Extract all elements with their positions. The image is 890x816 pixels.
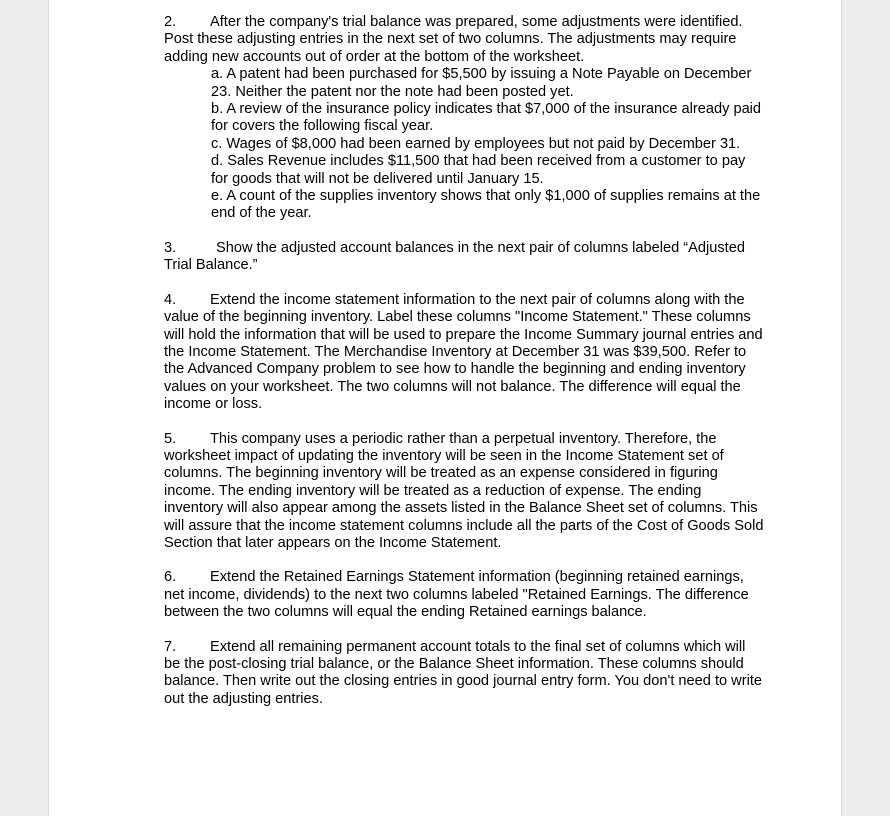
paragraph-number: 3. <box>164 239 177 256</box>
list-item: c. Wages of $8,000 had been earned by employees but not paid by December 31. <box>211 135 741 152</box>
list-item: a. A patent had been purchased for $5,500 by issuing a Note Payable on December 23. Neither the patent nor the note had been posted yet. <box>211 66 752 100</box>
paragraph-number: 4. <box>164 291 177 308</box>
paragraph-text: Extend the income statement information to the next pair of columns along with the value of the beginning inventory. Label these columns "Income Statement." These columns will hold the information that will be used to prepare the Income Summary journal entries and the Income Statement. The Merchandise Inventory at December 31 was $39,500. Refer to the Advanced Company problem to see how to handle the beginning and ending inventory values on your worksheet. The two columns will not balance. The difference will equal the income or loss. <box>164 291 763 413</box>
paragraph-text: Extend all remaining permanent account totals to the final set of columns which will be the post-closing trial balance, or the Balance Sheet information. These columns should balance. Then write out the closing entries in good journal entry form. You don't need to write out the adjusting entries. <box>164 638 762 707</box>
paragraph-number: 2. <box>164 14 177 30</box>
list-item: d. Sales Revenue includes $11,500 that had been received from a customer to pay for goods that will not be delivered until January 15. <box>211 153 746 187</box>
paragraph-7 <box>164 639 764 709</box>
document-body <box>164 14 764 725</box>
paragraph-number: 7. <box>164 638 177 655</box>
paragraph-text: Show the adjusted account balances in the next pair of columns labeled “Adjusted Trial Balance.” <box>164 239 745 274</box>
paragraph-text: This company uses a periodic rather than a perpetual inventory. Therefore, the worksheet impact of updating the inventory will be seen in the Income Statement set of columns. The beginning inventory will be treated as an expense considered in figuring income. The ending inventory will be treated as a reduction of expense. The ending inventory will also appear among the assets listed in the Balance Sheet set of columns. This will assure that the income statement columns include all the parts of the Cost of Goods Sold Section that later appears on the Income Statement. <box>164 430 764 551</box>
paragraph-5 <box>164 431 764 553</box>
paragraph-number: 5. <box>164 430 177 447</box>
paragraph-6 <box>164 569 764 621</box>
paragraph-3 <box>164 240 764 275</box>
paragraph-2 <box>164 14 764 66</box>
paragraph-text: Extend the Retained Earnings Statement information (beginning retained earnings, net income, dividends) to the next two columns labeled "Retained Earnings. The difference between the two columns will equal the ending Retained earnings balance. <box>164 569 749 621</box>
list-item: b. A review of the insurance policy indicates that $7,000 of the insurance already paid for covers the following fiscal year. <box>211 101 762 135</box>
list-item: e. A count of the supplies inventory shows that only $1,000 of supplies remains at the end of the year. <box>211 188 761 222</box>
paragraph-4 <box>164 292 764 414</box>
document-page <box>48 0 842 816</box>
paragraph-text: After the company's trial balance was prepared, some adjustments were identified. Post these adjusting entries in the next set of two columns. The adjustments may require adding new accounts out of order at the bottom of the worksheet. <box>164 14 743 65</box>
paragraph-number: 6. <box>164 569 177 586</box>
adjustments-list <box>211 66 764 223</box>
